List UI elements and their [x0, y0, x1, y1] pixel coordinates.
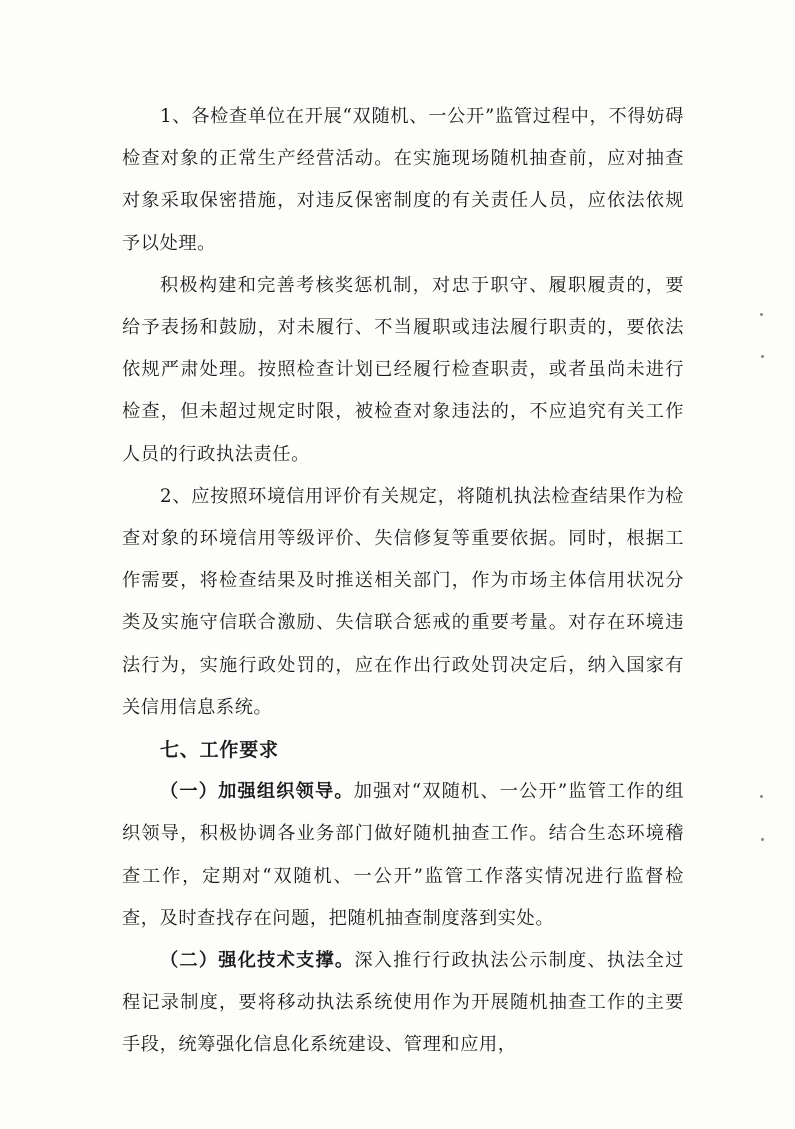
section-heading-7: 七、工作要求: [160, 739, 279, 762]
scan-speck: [760, 313, 763, 316]
scan-speck: [761, 355, 764, 358]
paragraph-2: 积极构建和完善考核奖惩机制，对忠于职守、履职履责的，要给予表扬和鼓励，对未履行、不当履职或违法履行职责的，要依法依规严肃处理。按照检查计划已经履行检查职责，或者虽尚未进行检查，但未超过规定时限，被检查对象违法的，不应追究有关工作人员的行政执法责任。: [122, 274, 684, 465]
paragraph-5-body: 深入推行行政执法公示制度、执法全过程记录制度，要将移动执法系统使用作为开展随机抽查工作的主要手段，统筹强化信息化系统建设、管理和应用，: [122, 950, 684, 1056]
paragraph-5: [122, 940, 684, 1067]
paragraph-4-body: 加强对“双随机、一公开”监管工作的组织领导，积极协调各业务部门做好随机抽查工作。结合生态环境稽查工作，定期对“双随机、一公开”监管工作落实情况进行监督检查，及时查找存在问题，把随机抽查制度落到实处。: [122, 781, 684, 929]
paragraph-4: [122, 771, 684, 940]
scan-speck: [760, 795, 763, 798]
paragraph-4-lead: （一）加强组织领导。: [160, 781, 354, 803]
scan-speck: [761, 838, 764, 841]
document-body: [122, 96, 684, 1067]
paragraph-5-lead: （二）强化技术支撑。: [160, 950, 355, 972]
paragraph-1: 1、各检查单位在开展“双随机、一公开”监管过程中，不得妨碍检查对象的正常生产经营活动。在实施现场随机抽查前，应对抽查对象采取保密措施，对违反保密制度的有关责任人员，应依法依规予以处理。: [122, 106, 684, 254]
paragraph-3: 2、应按照环境信用评价有关规定，将随机执法检查结果作为检查对象的环境信用等级评价、失信修复等重要依据。同时，根据工作需要，将检查结果及时推送相关部门，作为市场主体信用状况分类及实施守信联合激励、失信联合惩戒的重要考量。对存在环境违法行为，实施行政处罚的，应在作出行政处罚决定后，纳入国家有关信用信息系统。: [122, 485, 684, 718]
